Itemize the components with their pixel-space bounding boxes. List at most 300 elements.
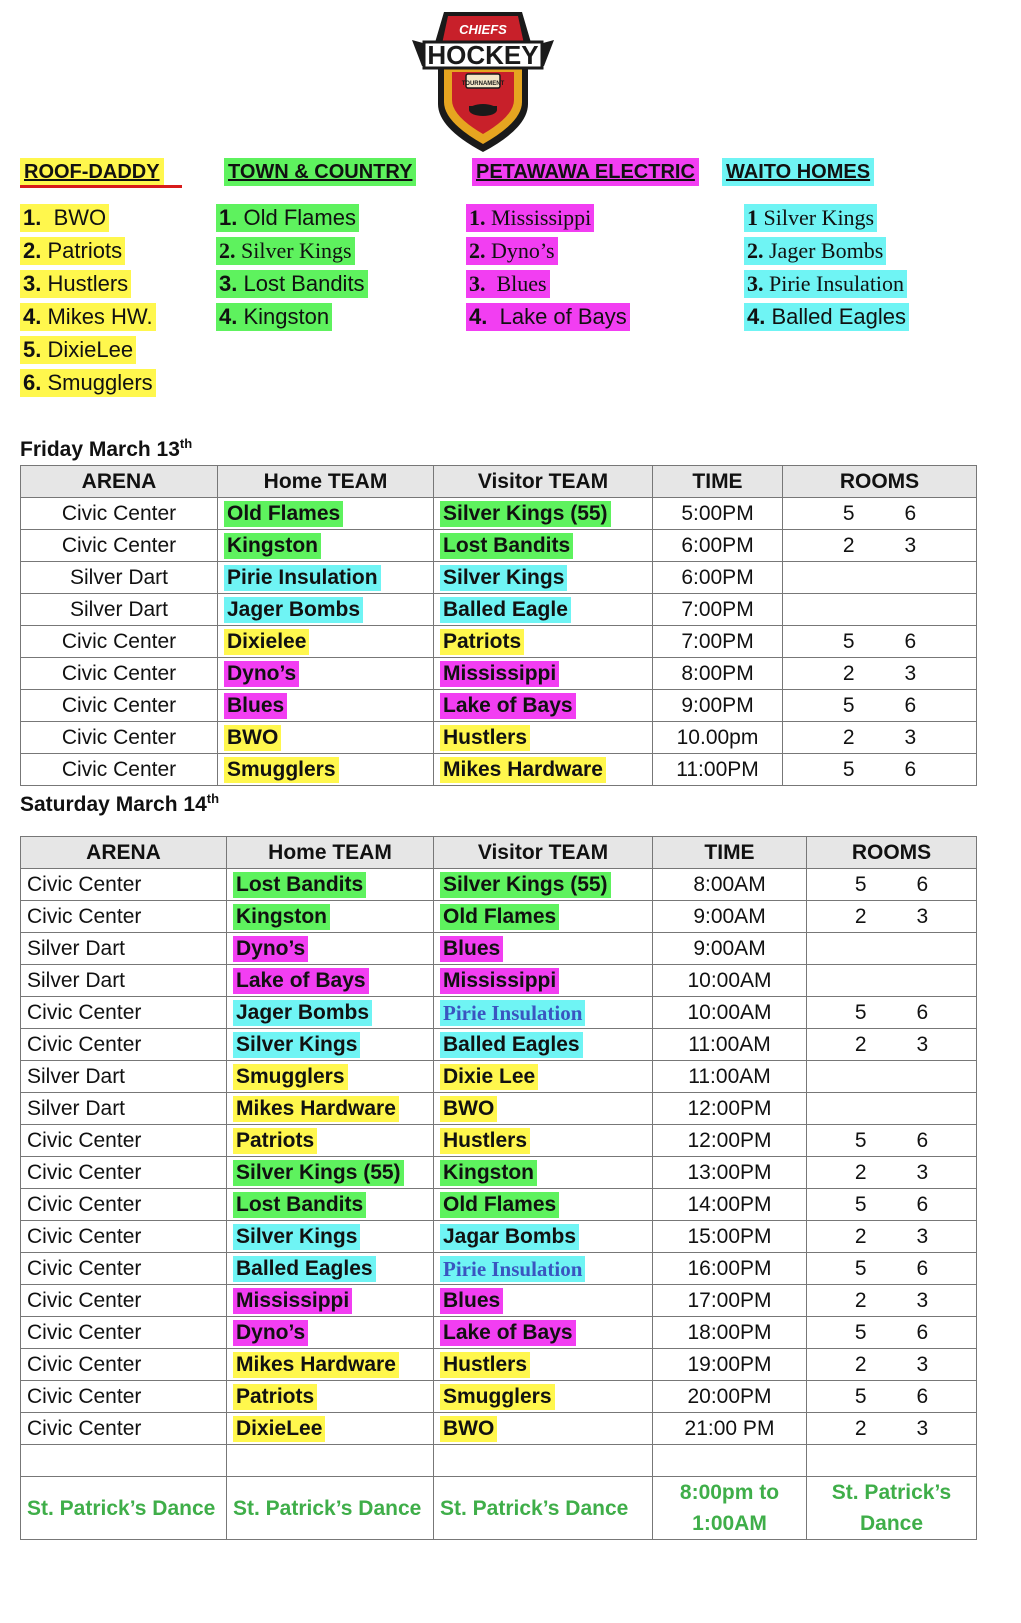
home-team-cell [218,530,434,562]
visitor-team-cell [434,1061,653,1093]
home-team-cell [227,1189,434,1221]
home-team-label: Jager Bombs [224,597,363,623]
visitor-team-label: Blues [440,936,503,962]
saturday-heading: Saturday March 14th [20,791,220,816]
arena-cell: Silver Dart [21,594,218,626]
home-team-cell [227,1125,434,1157]
col-header-visitor: Visitor TEAM [434,466,653,498]
visitor-team-cell [434,901,653,933]
visitor-team-label: Silver Kings (55) [440,872,611,898]
division-title-petawawa: PETAWAWA ELECTRIC [472,158,699,186]
empty-cell [653,1445,807,1477]
room-number: 2 [842,533,855,557]
home-team-label: Lost Bandits [233,872,366,898]
visitor-team-cell [434,965,653,997]
room-number: 5 [842,501,855,525]
visitor-team-label: Patriots [440,629,524,655]
division-list-petawawa [466,204,630,336]
visitor-team-cell [434,869,653,901]
col-header-rooms: ROOMS [783,466,977,498]
table-row [21,1413,977,1445]
table-row [21,658,977,690]
rooms-values [813,1225,970,1249]
home-team-label: Lost Bandits [233,1192,366,1218]
home-team-cell [218,658,434,690]
table-row [21,1061,977,1093]
visitor-team-label: Hustlers [440,725,530,751]
home-team-label: DixieLee [233,1416,325,1442]
home-team-cell [227,933,434,965]
visitor-team-label: Mississippi [440,968,559,994]
visitor-team-cell [434,1221,653,1253]
table-row [21,965,977,997]
table-row [21,1253,977,1285]
home-team-label: Patriots [233,1384,317,1410]
rooms-cell [783,722,977,754]
table-row [21,1221,977,1253]
rooms-values [813,905,970,929]
time-cell: 14:00PM [653,1189,807,1221]
rooms-cell [783,690,977,722]
col-header-time: TIME [653,837,807,869]
visitor-team-cell [434,997,653,1029]
visitor-team-cell [434,690,653,722]
time-cell: 21:00 PM [653,1413,807,1445]
rooms-cell [783,562,977,594]
visitor-team-label: Mikes Hardware [440,757,606,783]
table-row [21,1189,977,1221]
arena-cell: Civic Center [21,658,218,690]
arena-cell: Civic Center [21,997,227,1029]
table-row [21,1125,977,1157]
home-team-cell [218,722,434,754]
home-team-cell [227,1381,434,1413]
visitor-team-cell [434,722,653,754]
logo-ribbon-text: TOURNAMENT [461,81,505,87]
time-cell: 8:00PM [653,658,783,690]
arena-cell: Civic Center [21,901,227,933]
time-cell: 8:00AM [653,869,807,901]
visitor-team-label: Hustlers [440,1128,530,1154]
col-header-visitor: Visitor TEAM [434,837,653,869]
home-team-cell [227,997,434,1029]
home-team-cell [218,498,434,530]
list-item: 2. Jager Bombs [744,237,886,265]
time-cell: 11:00AM [653,1061,807,1093]
rooms-values [813,1353,970,1377]
rooms-values [789,726,970,750]
room-number: 6 [916,1384,929,1408]
rooms-values [813,1257,970,1281]
table-row [21,1317,977,1349]
time-cell: 5:00PM [653,498,783,530]
rooms-values [813,1001,970,1025]
home-team-cell [227,901,434,933]
time-cell: 12:00PM [653,1125,807,1157]
list-item: 3. Hustlers [20,270,131,298]
list-item: 4. Kingston [216,303,332,331]
rooms-values [813,1321,970,1345]
col-header-home: Home TEAM [218,466,434,498]
room-number: 5 [854,1320,867,1344]
rooms-cell [807,997,977,1029]
rooms-cell [783,530,977,562]
home-team-label: Mississippi [233,1288,352,1314]
home-team-cell [218,754,434,786]
col-header-time: TIME [653,466,783,498]
time-cell: 10:00AM [653,965,807,997]
room-number: 6 [916,1000,929,1024]
table-row [21,690,977,722]
time-cell: 7:00PM [653,594,783,626]
table-row [21,997,977,1029]
visitor-team-cell [434,1317,653,1349]
visitor-team-label: Hustlers [440,1352,530,1378]
room-number: 5 [854,1256,867,1280]
friday-heading: Friday March 13th [20,436,193,461]
home-team-label: Dyno’s [233,1320,308,1346]
table-row [21,722,977,754]
visitor-team-cell [434,1093,653,1125]
arena-cell: Civic Center [21,1125,227,1157]
col-header-arena: ARENA [21,466,218,498]
col-header-rooms: ROOMS [807,837,977,869]
room-number: 2 [854,1288,867,1312]
home-team-cell [218,690,434,722]
visitor-team-cell [434,658,653,690]
visitor-team-cell [434,933,653,965]
arena-cell: Civic Center [21,1253,227,1285]
dance-row [21,1477,977,1540]
list-item: 3. Pirie Insulation [744,270,907,298]
home-team-label: Silver Kings (55) [233,1160,404,1186]
rooms-values [789,694,970,718]
dance-cell-time: 8:00pm to 1:00AM [653,1477,807,1540]
home-team-label: Dyno’s [233,936,308,962]
home-team-cell [227,965,434,997]
list-item: 1 Silver Kings [744,204,877,232]
empty-cell [807,1445,977,1477]
home-team-cell [227,1349,434,1381]
room-number: 5 [854,1000,867,1024]
time-cell: 6:00PM [653,562,783,594]
rooms-cell [807,1061,977,1093]
rooms-values [789,534,970,558]
room-number: 2 [842,725,855,749]
room-number: 2 [854,1032,867,1056]
time-cell: 7:00PM [653,626,783,658]
rooms-cell [783,754,977,786]
time-cell: 9:00PM [653,690,783,722]
room-number: 6 [916,1128,929,1152]
saturday-schedule-table [20,836,977,1540]
rooms-cell [807,1317,977,1349]
time-cell: 15:00PM [653,1221,807,1253]
visitor-team-label: BWO [440,1416,497,1442]
home-team-cell [218,562,434,594]
visitor-team-label: Lake of Bays [440,1320,576,1346]
rooms-values [813,1417,970,1441]
visitor-team-cell [434,754,653,786]
empty-cell [227,1445,434,1477]
division-list-roof-daddy [20,204,156,402]
arena-cell: Silver Dart [21,562,218,594]
table-row [21,594,977,626]
visitor-team-label: Old Flames [440,1192,559,1218]
home-team-label: Smugglers [224,757,339,783]
list-item: 1. Mississippi [466,204,594,232]
division-title-waito: WAITO HOMES [722,158,874,186]
logo-main-text: HOCKEY [427,40,539,70]
rooms-cell [807,1381,977,1413]
home-team-label: Balled Eagles [233,1256,376,1282]
room-number: 5 [854,1192,867,1216]
rooms-cell [807,1125,977,1157]
arena-cell: Silver Dart [21,1093,227,1125]
rooms-cell [807,1093,977,1125]
time-cell: 11:00AM [653,1029,807,1061]
rooms-cell [807,1221,977,1253]
home-team-cell [227,1413,434,1445]
time-cell: 13:00PM [653,1157,807,1189]
home-team-label: Silver Kings [233,1032,360,1058]
arena-cell: Silver Dart [21,1061,227,1093]
table-row [21,1349,977,1381]
visitor-team-cell [434,1157,653,1189]
list-item: 4. Mikes HW. [20,303,156,331]
visitor-team-label: Silver Kings [440,565,567,591]
home-team-label: Smugglers [233,1064,348,1090]
table-row [21,626,977,658]
time-cell: 18:00PM [653,1317,807,1349]
list-item: 3. Blues [466,270,550,298]
rooms-values [813,1161,970,1185]
rooms-cell [807,1285,977,1317]
home-team-label: BWO [224,725,281,751]
home-team-label: Kingston [224,533,321,559]
home-team-label: Mikes Hardware [233,1096,399,1122]
room-number: 6 [916,1192,929,1216]
division-list-town-country [216,204,368,336]
arena-cell: Civic Center [21,690,218,722]
time-cell: 9:00AM [653,901,807,933]
room-number: 6 [904,501,917,525]
time-cell: 19:00PM [653,1349,807,1381]
time-cell: 9:00AM [653,933,807,965]
room-number: 5 [842,629,855,653]
rooms-values [789,662,970,686]
table-row [21,933,977,965]
arena-cell: Civic Center [21,754,218,786]
dance-cell-visitor: St. Patrick’s Dance [434,1477,653,1540]
rooms-cell [807,1413,977,1445]
division-list-waito [744,204,909,336]
room-number: 3 [904,661,917,685]
hockey-shield-icon [404,6,562,156]
visitor-team-cell [434,1189,653,1221]
home-team-cell [227,1093,434,1125]
table-row [21,869,977,901]
room-number: 2 [854,1160,867,1184]
visitor-team-cell [434,1381,653,1413]
room-number: 3 [904,533,917,557]
home-team-cell [227,1029,434,1061]
visitor-team-cell [434,530,653,562]
home-team-cell [227,1317,434,1349]
room-number: 6 [916,1320,929,1344]
time-cell: 6:00PM [653,530,783,562]
arena-cell: Civic Center [21,1157,227,1189]
dance-cell-rooms: St. Patrick’s Dance [807,1477,977,1540]
home-team-label: Patriots [233,1128,317,1154]
room-number: 2 [854,1352,867,1376]
time-cell: 12:00PM [653,1093,807,1125]
arena-cell: Civic Center [21,1029,227,1061]
rooms-cell [807,965,977,997]
room-number: 5 [854,1128,867,1152]
division-title-town-country: TOWN & COUNTRY [224,158,416,186]
room-number: 2 [854,1224,867,1248]
visitor-team-label: Silver Kings (55) [440,501,611,527]
visitor-team-label: Smugglers [440,1384,555,1410]
rooms-values [813,1289,970,1313]
rooms-values [813,873,970,897]
rooms-cell [807,1253,977,1285]
rooms-values [813,1193,970,1217]
home-team-label: Dyno’s [224,661,299,687]
rooms-values [789,630,970,654]
home-team-cell [227,1221,434,1253]
room-number: 6 [904,757,917,781]
room-number: 3 [916,1224,929,1248]
arena-cell: Civic Center [21,498,218,530]
list-item: 1. Old Flames [216,204,359,232]
rooms-cell [783,626,977,658]
table-row [21,1381,977,1413]
list-item: 3. Lost Bandits [216,270,368,298]
room-number: 6 [904,693,917,717]
arena-cell: Civic Center [21,1189,227,1221]
visitor-team-label: Old Flames [440,904,559,930]
visitor-team-cell [434,626,653,658]
empty-cell [21,1445,227,1477]
room-number: 5 [854,872,867,896]
rooms-values [813,1385,970,1409]
home-team-label: Old Flames [224,501,343,527]
visitor-team-cell [434,1029,653,1061]
dance-cell-arena: St. Patrick’s Dance [21,1477,227,1540]
home-team-cell [227,869,434,901]
rooms-values [789,502,970,526]
room-number: 3 [916,1032,929,1056]
rooms-cell [807,1157,977,1189]
room-number: 2 [854,1416,867,1440]
home-team-label: Silver Kings [233,1224,360,1250]
col-header-home: Home TEAM [227,837,434,869]
arena-cell: Civic Center [21,1381,227,1413]
rooms-cell [807,869,977,901]
list-item: 5. DixieLee [20,336,136,364]
time-cell: 17:00PM [653,1285,807,1317]
rooms-values [789,758,970,782]
visitor-team-label: Pirie Insulation [440,1000,585,1026]
arena-cell: Civic Center [21,626,218,658]
visitor-team-cell [434,498,653,530]
room-number: 3 [916,904,929,928]
arena-cell: Civic Center [21,1221,227,1253]
blank-row [21,1445,977,1477]
room-number: 5 [842,757,855,781]
logo-top-text: CHIEFS [459,22,507,37]
table-row [21,1285,977,1317]
rooms-values [813,1129,970,1153]
list-item: 2. Silver Kings [216,237,355,265]
table-row [21,901,977,933]
title-underline [20,185,182,188]
arena-cell: Civic Center [21,869,227,901]
list-item: 2. Patriots [20,237,125,265]
home-team-cell [227,1285,434,1317]
rooms-cell [807,1029,977,1061]
visitor-team-cell [434,562,653,594]
home-team-label: Dixielee [224,629,309,655]
col-header-arena: ARENA [21,837,227,869]
home-team-cell [218,594,434,626]
arena-cell: Civic Center [21,530,218,562]
home-team-cell [227,1253,434,1285]
rooms-cell [783,594,977,626]
room-number: 3 [916,1352,929,1376]
time-cell: 11:00PM [653,754,783,786]
rooms-cell [807,1349,977,1381]
arena-cell: Civic Center [21,722,218,754]
table-row [21,1029,977,1061]
arena-cell: Civic Center [21,1317,227,1349]
arena-cell: Silver Dart [21,965,227,997]
rooms-values [813,1033,970,1057]
home-team-cell [218,626,434,658]
time-cell: 10:00AM [653,997,807,1029]
room-number: 3 [916,1288,929,1312]
room-number: 5 [854,1384,867,1408]
home-team-label: Mikes Hardware [233,1352,399,1378]
empty-cell [434,1445,653,1477]
division-title-roof-daddy: ROOF-DADDY [20,158,164,186]
list-item: 2. Dyno’s [466,237,558,265]
visitor-team-label: Mississippi [440,661,559,687]
table-row [21,754,977,786]
visitor-team-label: Lost Bandits [440,533,573,559]
time-cell: 20:00PM [653,1381,807,1413]
visitor-team-cell [434,1349,653,1381]
table-row [21,498,977,530]
visitor-team-cell [434,1413,653,1445]
time-cell: 10.00pm [653,722,783,754]
room-number: 6 [916,1256,929,1280]
friday-schedule-table [20,465,977,786]
room-number: 3 [916,1160,929,1184]
visitor-team-label: Pirie Insulation [440,1256,585,1282]
home-team-label: Kingston [233,904,330,930]
visitor-team-cell [434,594,653,626]
home-team-label: Pirie Insulation [224,565,381,591]
visitor-team-cell [434,1253,653,1285]
room-number: 3 [916,1416,929,1440]
home-team-cell [227,1157,434,1189]
tournament-logo [404,6,562,156]
table-row [21,562,977,594]
home-team-label: Jager Bombs [233,1000,372,1026]
